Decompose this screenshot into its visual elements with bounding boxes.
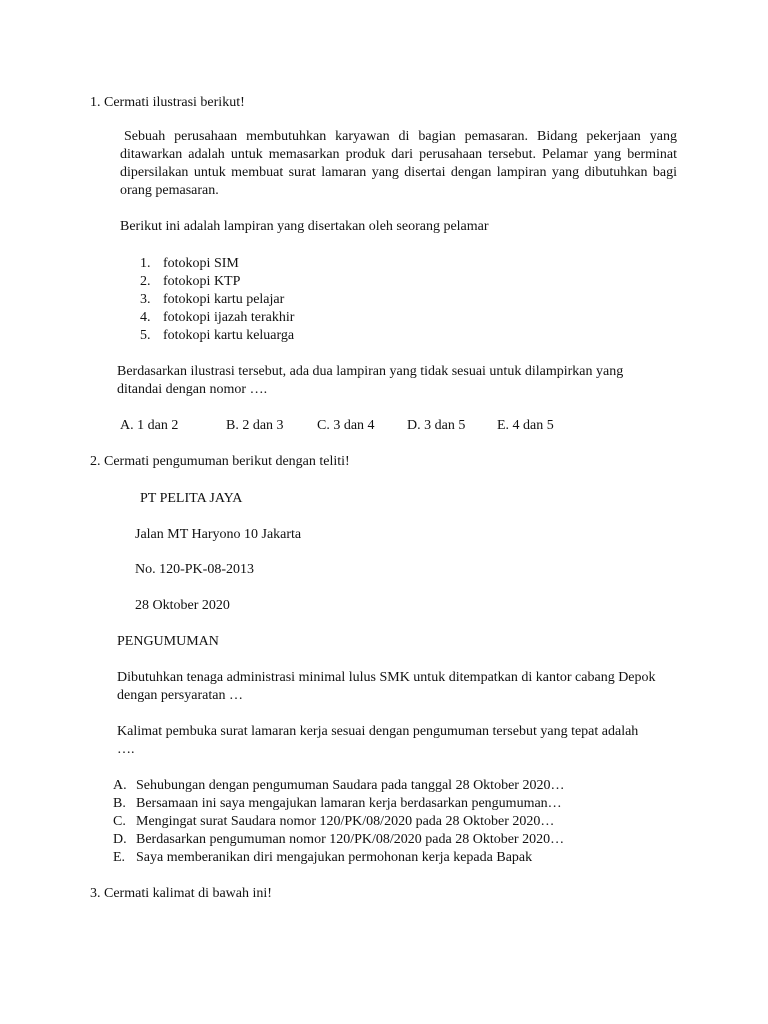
- list-number: 5.: [140, 328, 151, 343]
- option-a: A. 1 dan 2: [120, 418, 179, 433]
- list-item: fotokopi ijazah terakhir: [163, 310, 295, 325]
- company-address: Jalan MT Haryono 10 Jakarta: [135, 527, 302, 542]
- option-text: Sehubungan dengan pengumuman Saudara pada tanggal 28 Oktober 2020…: [136, 778, 565, 793]
- list-item: fotokopi kartu keluarga: [163, 328, 295, 343]
- list-item: fotokopi SIM: [163, 256, 239, 271]
- list-number: 1.: [140, 256, 151, 271]
- option-d: D. 3 dan 5: [407, 418, 466, 433]
- question-2-prompt: Kalimat pembuka surat lamaran kerja sesuai dengan pengumuman tersebut yang tepat adalah ….: [117, 724, 639, 757]
- option-b: B. 2 dan 3: [226, 418, 284, 433]
- list-number: 2.: [140, 274, 151, 289]
- company-name: PT PELITA JAYA: [140, 491, 243, 506]
- list-number: 4.: [140, 310, 151, 325]
- announcement-date: 28 Oktober 2020: [135, 598, 230, 613]
- option-letter: B.: [113, 796, 126, 811]
- question-3-title: 3. Cermati kalimat di bawah ini!: [90, 886, 272, 901]
- question-1-title: 1. Cermati ilustrasi berikut!: [90, 95, 245, 110]
- list-item: fotokopi KTP: [163, 274, 241, 289]
- question-1-paragraph: Sebuah perusahaan membutuhkan karyawan di bagian pemasaran. Bidang pekerjaan yang ditawarkan adalah untuk memasarkan produk dari perusahaan tersebut. Pelamar yang berminat dipersilakan untuk membuat surat lamaran yang disertai dengan lampiran yang dibutuhkan bagi orang pemasaran.: [120, 129, 677, 198]
- announcement-number: No. 120-PK-08-2013: [135, 562, 254, 577]
- list-item: fotokopi kartu pelajar: [163, 292, 285, 307]
- question-1-intro: Berikut ini adalah lampiran yang disertakan oleh seorang pelamar: [120, 219, 489, 234]
- question-1-prompt: Berdasarkan ilustrasi tersebut, ada dua lampiran yang tidak sesuai untuk dilampirkan yang ditandai dengan nomor ….: [117, 364, 624, 397]
- question-2-title: 2. Cermati pengumuman berikut dengan teliti!: [90, 454, 350, 469]
- option-text: Berdasarkan pengumuman nomor 120/PK/08/2020 pada 28 Oktober 2020…: [136, 832, 565, 847]
- announcement-body: Dibutuhkan tenaga administrasi minimal lulus SMK untuk ditempatkan di kantor cabang Depok dengan persyaratan …: [117, 670, 656, 703]
- option-e: E. 4 dan 5: [497, 418, 554, 433]
- option-c: C. 3 dan 4: [317, 418, 375, 433]
- option-text: Mengingat surat Saudara nomor 120/PK/08/2020 pada 28 Oktober 2020…: [136, 814, 555, 829]
- list-number: 3.: [140, 292, 151, 307]
- option-text: Bersamaan ini saya mengajukan lamaran kerja berdasarkan pengumuman…: [136, 796, 562, 811]
- option-letter: D.: [113, 832, 127, 847]
- option-letter: E.: [113, 850, 126, 865]
- option-text: Saya memberanikan diri mengajukan permohonan kerja kepada Bapak: [136, 850, 533, 865]
- option-letter: A.: [113, 778, 127, 793]
- option-letter: C.: [113, 814, 126, 829]
- announcement-heading: PENGUMUMAN: [117, 634, 219, 649]
